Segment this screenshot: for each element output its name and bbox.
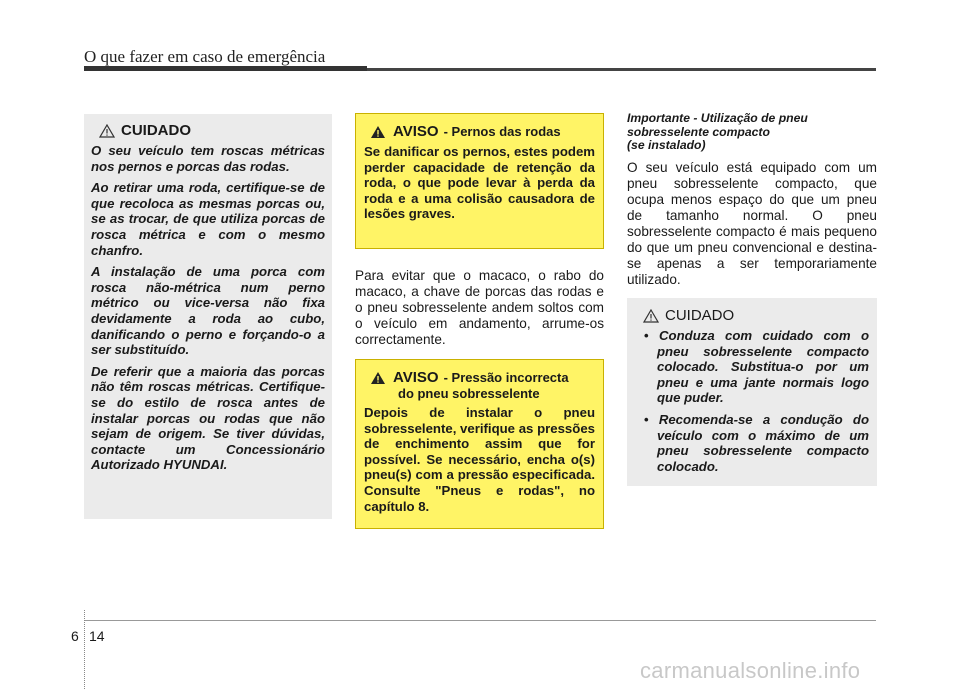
caution-bullets <box>635 328 869 474</box>
caution-title-row <box>643 307 869 324</box>
section-heading-line: (se instalado) <box>627 138 706 152</box>
caution-icon <box>643 309 659 323</box>
warning-title-row <box>370 369 595 386</box>
warning-text: Se danificar os pernos, estes podem perder capacidade de retenção da roda, o que pode levar à perda da roda e a uma colisão causadora de lesões graves. <box>364 144 595 222</box>
warning-box-wheel-bolts <box>355 113 604 249</box>
warning-subtitle-line2: do pneu sobresselente <box>398 386 540 401</box>
caution-box-wheel-nuts <box>84 114 332 519</box>
caution-icon <box>99 124 115 138</box>
footer-rule <box>84 620 876 621</box>
warning-icon <box>370 371 386 385</box>
warning-title: AVISO <box>393 369 439 386</box>
caution-paragraph: O seu veículo tem roscas métricas nos pernos e porcas das rodas. <box>91 143 325 174</box>
header-rule <box>84 68 876 71</box>
page-number: 14 <box>89 628 105 644</box>
caution-title: CUIDADO <box>665 307 735 324</box>
warning-subtitle: - Pressão incorrecta <box>443 370 569 385</box>
page-header-title: O que fazer em caso de emergência <box>84 47 326 66</box>
section-heading-line: sobresselente compacto <box>627 124 770 139</box>
caution-bullet: • Conduza com cuidado com o pneu sobresselente compacto colocado. Substitua-o por um pneu e uma jante normais logo que puder. <box>635 328 869 406</box>
caution-paragraph: De referir que a maioria das porcas não têm roscas métricas. Certifique-se do estilo de rosca antes de instalar porcas ou rodas que não sejam de origem. Se tiver dúvidas, contacte um Concessionário Autorizado HYUNDAI. <box>91 363 325 473</box>
warning-box-spare-pressure <box>355 359 604 529</box>
warning-title-row <box>370 123 595 140</box>
warning-title: AVISO <box>393 123 439 140</box>
caution-paragraph: A instalação de uma porca com rosca não-métrica num perno métrico ou vice-versa não fixa devidamente a roda ao cubo, danificando o perno e forçando-o a ser substituído. <box>91 264 325 358</box>
caution-bullet: • Recomenda-se a condução do veículo com o máximo de um pneu sobresselente compacto colocado. <box>635 412 869 474</box>
watermark: carmanualsonline.info <box>640 658 861 683</box>
header-rule-thick <box>84 66 367 71</box>
section-heading-line: Importante - Utilização de pneu <box>627 111 808 125</box>
warning-text: Depois de instalar o pneu sobresselente, verifique as pressões de enchimento assim que for possível. Se necessário, encha o(s) pneu(s) com a pressão especificada. Consulte "Pneus e rodas", no capítulo 8. <box>364 405 595 514</box>
caution-box-compact-spare <box>627 298 877 486</box>
section-heading <box>627 112 877 153</box>
warning-subtitle: - Pernos das rodas <box>443 124 561 139</box>
footer-divider <box>84 610 86 689</box>
caution-paragraph: Ao retirar uma roda, certifique-se de que recoloca as mesmas porcas ou, se as trocar, de que utiliza porcas de rosca métrica e com o mesmo chanfro. <box>91 180 325 258</box>
caution-title: CUIDADO <box>121 122 191 139</box>
storage-instructions: Para evitar que o macaco, o rabo do macaco, a chave de porcas das rodas e o pneu sobresselente andem soltos com o veículo em andamento, arrume-os correctamente. <box>355 268 604 347</box>
caution-title-row <box>99 122 325 139</box>
page-chapter: 6 <box>71 628 79 644</box>
warning-icon <box>370 125 386 139</box>
compact-spare-description: O seu veículo está equipado com um pneu sobresselente compacto, que ocupa menos espaço do que um pneu de tamanho normal. O pneu sobresselente compacto é mais pequeno do que um pneu convencional e destina-se apenas a ser temporariamente utilizado. <box>627 160 877 287</box>
